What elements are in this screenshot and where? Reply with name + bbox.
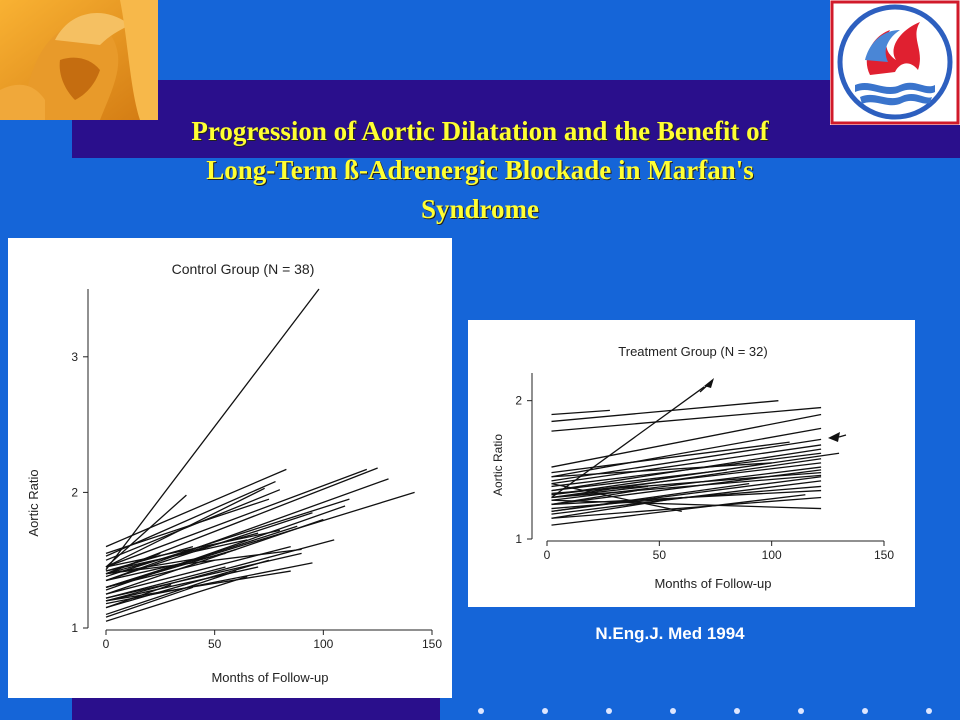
decor-dot bbox=[606, 708, 612, 714]
x-tick-label: 150 bbox=[421, 637, 443, 651]
x-tick-label: 50 bbox=[207, 637, 222, 651]
x-axis-label: Months of Follow-up bbox=[654, 576, 772, 591]
x-tick-label: 50 bbox=[652, 548, 667, 562]
decor-dot bbox=[478, 708, 484, 714]
x-tick-label: 150 bbox=[873, 548, 895, 562]
arrow-right bbox=[828, 432, 840, 442]
title-line-1: Progression of Aortic Dilatation and the Benefit of bbox=[191, 116, 769, 146]
decor-dot bbox=[798, 708, 804, 714]
arrow-right-shaft bbox=[839, 435, 846, 437]
y-tick-label: 2 bbox=[515, 393, 522, 408]
y-tick-label: 1 bbox=[71, 621, 78, 635]
y-axis-label: Aortic Ratio bbox=[491, 433, 505, 497]
treatment-group-chart bbox=[468, 320, 915, 607]
x-tick-label: 100 bbox=[761, 548, 782, 562]
series-line-5 bbox=[551, 415, 821, 468]
x-tick-label: 100 bbox=[313, 637, 334, 651]
control-chart-panel bbox=[8, 238, 452, 698]
series-line-13 bbox=[551, 467, 821, 500]
title-line-3: Syndrome bbox=[420, 194, 540, 224]
slide-title bbox=[60, 112, 900, 229]
citation-text: N.Eng.J. Med 1994 bbox=[595, 624, 745, 643]
y-tick-label: 3 bbox=[71, 349, 78, 364]
x-axis-label: Months of Follow-up bbox=[211, 670, 329, 685]
series-line-1 bbox=[551, 410, 609, 414]
decor-dot bbox=[926, 708, 932, 714]
chart-series-lines bbox=[106, 289, 415, 621]
title-line-2: Long-Term ß-Adrenergic Blockade in Marfan's bbox=[206, 155, 754, 185]
chart-annotations bbox=[700, 378, 846, 442]
control-group-chart bbox=[8, 238, 452, 698]
series-line-24 bbox=[551, 463, 771, 477]
chart-title: Control Group (N = 38) bbox=[171, 261, 315, 277]
treatment-chart-panel bbox=[468, 320, 915, 607]
y-tick-label: 1 bbox=[515, 532, 522, 546]
decor-dot bbox=[542, 708, 548, 714]
y-axis-label: Aortic Ratio bbox=[26, 469, 41, 537]
x-tick-label: 0 bbox=[102, 637, 110, 651]
series-line-2 bbox=[551, 401, 778, 422]
decor-dot bbox=[862, 708, 868, 714]
x-tick-label: 0 bbox=[543, 548, 551, 562]
chart-series-lines bbox=[551, 387, 839, 525]
chart-title: Treatment Group (N = 32) bbox=[618, 344, 768, 359]
decor-dot bbox=[670, 708, 676, 714]
athena-helmet-image bbox=[0, 0, 158, 120]
y-tick-label: 2 bbox=[71, 485, 78, 500]
bottom-band bbox=[72, 697, 440, 720]
decor-dot bbox=[734, 708, 740, 714]
wave-flame-logo-icon bbox=[830, 0, 960, 125]
